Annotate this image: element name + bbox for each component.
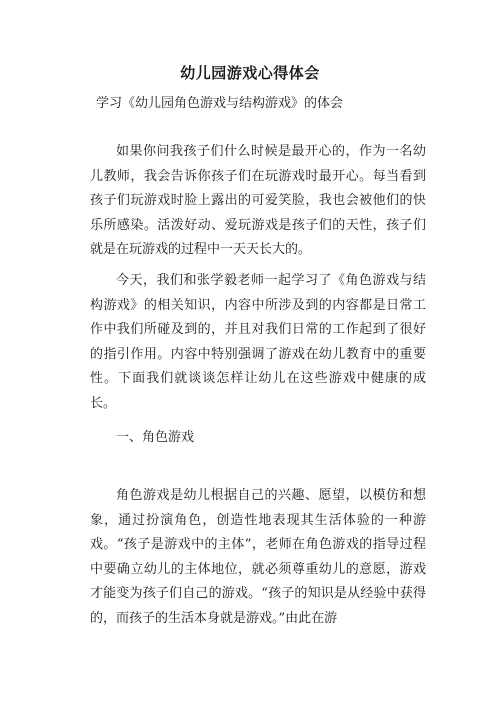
paragraph-intro: 如果你问我孩子们什么时候是最开心的，作为一名幼儿教师，我会告诉你孩子们在玩游戏时最开心。每当看到孩子们玩游戏时脸上露出的可爱笑脸，我也会被他们的快乐所感染。活泼好动、爱玩游戏是孩子们的天性，孩子们就是在玩游戏的过程中一天天长大的。 <box>90 144 426 257</box>
document-subtitle: 学习《幼儿园角色游戏与结构游戏》的体会 <box>96 96 344 111</box>
paragraph-study: 今天，我们和张学毅老师一起学习了《角色游戏与结构游戏》的相关知识，内容中所涉及到的内容都是日常工作中我们所碰及到的，并且对我们日常的工作起到了很好的指引作用。内容中特别强调了游戏在幼儿教育中的重要性。下面我们就谈谈怎样让幼儿在这些游戏中健康的成长。 <box>90 273 426 411</box>
section-heading-role-play: 一、角色游戏 <box>116 430 195 445</box>
document-title: 幼儿园游戏心得体会 <box>180 64 320 82</box>
paragraph-role-play: 角色游戏是幼儿根据自己的兴趣、愿望，以模仿和想象，通过扮演角色，创造性地表现其生活体验的一种游戏。“孩子是游戏中的主体”，老师在角色游戏的指导过程中要确立幼儿的主体地位，就必须尊重幼儿的意愿，游戏才能变为孩子们自己的游戏。“孩子的知识是从经验中获得的，而孩子的生活本身就是游戏。”由此在游 <box>90 488 426 626</box>
